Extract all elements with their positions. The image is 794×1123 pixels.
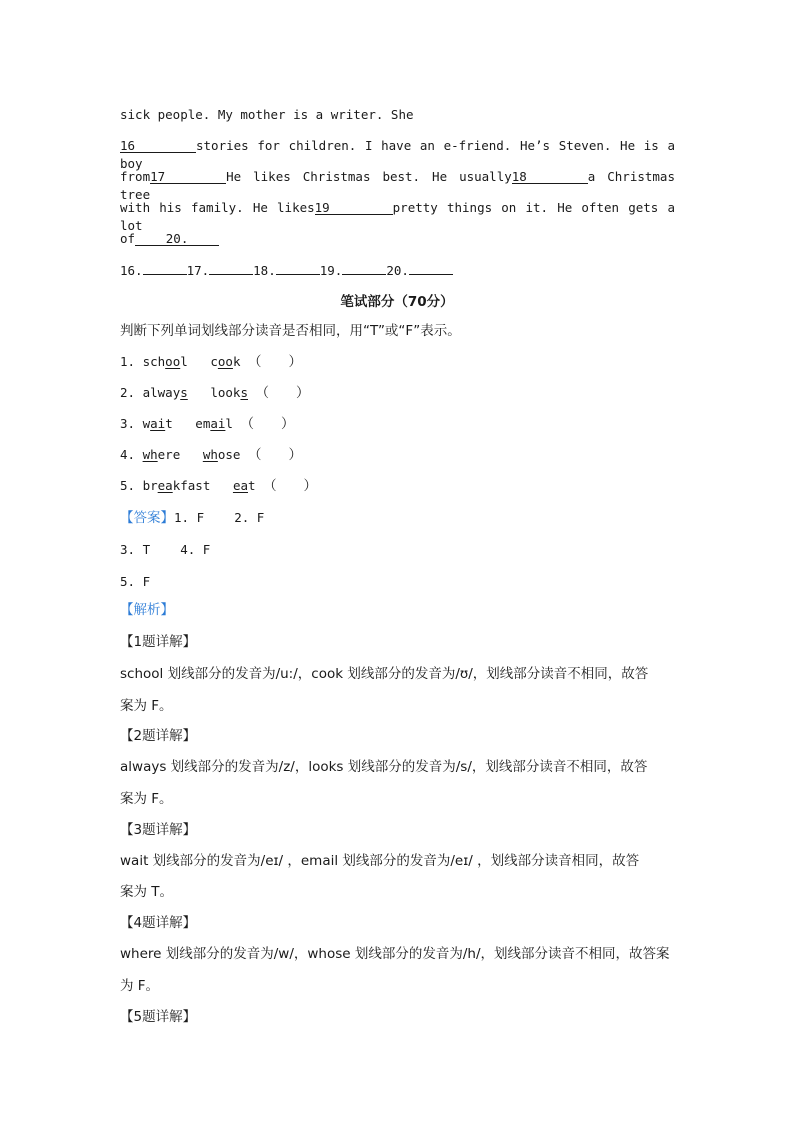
- cloze-text: of: [120, 231, 136, 246]
- blank-number: 19: [314, 200, 330, 215]
- answer-blank: [143, 261, 187, 275]
- word-always: always: [142, 385, 188, 400]
- detail-4-line-2: 为 F。: [120, 978, 160, 994]
- blank-18: [512, 170, 588, 184]
- item-1: 1. school cook （ ）: [120, 354, 302, 370]
- detail-2-line-2: 案为 F。: [120, 791, 173, 807]
- word-whose: whose: [202, 447, 241, 462]
- answer-label-19: 19.: [319, 263, 343, 278]
- analysis-tag: 【解析】: [120, 602, 174, 618]
- answer-row-2: 3. T 4. F: [120, 542, 211, 557]
- answer-tag: 【答案】: [120, 510, 174, 526]
- answer-paren: （ ）: [240, 416, 295, 432]
- detail-1-line-1: school 划线部分的发音为/u:/，cook 划线部分的发音为/ʊ/，划线部分读音不相同，故答: [120, 666, 649, 682]
- answer-blank: [209, 261, 253, 275]
- answer-paren: （ ）: [263, 478, 318, 494]
- instruction: 判断下列单词划线部分读音是否相同，用“T”或“F”表示。: [120, 323, 461, 339]
- detail-2-title: 【2题详解】: [120, 728, 197, 744]
- word-where: where: [142, 447, 181, 462]
- detail-4-line-1: where 划线部分的发音为/w/，whose 划线部分的发音为/h/，划线部分读音不相同，故答案: [120, 946, 670, 962]
- answer-blank: [409, 261, 453, 275]
- answer-paren: （ ）: [248, 354, 302, 370]
- item-2: 2. always looks （ ）: [120, 385, 310, 401]
- answer-blank: [276, 261, 320, 275]
- answer-row-3: 5. F: [120, 574, 151, 589]
- answer-blank: [342, 261, 386, 275]
- detail-1-title: 【1题详解】: [120, 634, 197, 650]
- blank-period: .: [180, 231, 189, 246]
- detail-1-line-2: 案为 F。: [120, 698, 173, 714]
- cloze-text: from: [120, 169, 151, 184]
- answer-row-1: [120, 509, 675, 527]
- detail-3-title: 【3题详解】: [120, 822, 197, 838]
- word-breakfast: breakfast: [142, 478, 211, 493]
- answer-blanks-line: [120, 261, 675, 280]
- blank-number: 17: [150, 169, 166, 184]
- word-school: school: [142, 354, 188, 369]
- blank-number: 18: [511, 169, 527, 184]
- answer-values: 1. F 2. F: [174, 510, 265, 525]
- blank-17: [150, 170, 226, 184]
- section-title: 笔试部分（70分）: [340, 294, 454, 310]
- word-cook: cook: [210, 354, 241, 369]
- blank-16: [120, 139, 196, 153]
- cloze-text: stories for children. I have an e-friend. He’s Steven. He is a boy: [120, 138, 675, 171]
- blank-19: [315, 201, 393, 215]
- blank-number: 16: [120, 138, 136, 153]
- word-email: email: [195, 416, 233, 431]
- cloze-text: a Christmas tree: [120, 169, 675, 202]
- detail-3-line-1: wait 划线部分的发音为/eɪ/ ，email 划线部分的发音为/eɪ/ ，划线部分读音相同，故答: [120, 853, 640, 869]
- answer-label-17: 17.: [186, 263, 210, 278]
- answer-label-20: 20.: [386, 263, 409, 278]
- cloze-line-5: [120, 230, 675, 248]
- item-3: 3. wait email （ ）: [120, 416, 295, 432]
- cloze-text: sick people. My mother is a writer. She: [120, 107, 414, 122]
- word-eat: eat: [232, 478, 256, 493]
- detail-2-line-1: always 划线部分的发音为/z/，looks 划线部分的发音为/s/，划线部分读音不相同，故答: [120, 759, 648, 775]
- cloze-text: He likes Christmas best. He usually: [226, 169, 512, 184]
- blank-20: [135, 232, 219, 246]
- answer-label-16: 16.: [120, 263, 143, 278]
- blank-number: 20: [165, 231, 181, 246]
- analysis-heading: [120, 601, 675, 619]
- cloze-line-1: [120, 106, 675, 124]
- word-looks: looks: [210, 385, 248, 400]
- detail-3-line-2: 案为 T。: [120, 884, 174, 900]
- item-4: 4. where whose （ ）: [120, 447, 302, 463]
- detail-5-title: 【5题详解】: [120, 1009, 197, 1025]
- answer-paren: （ ）: [255, 385, 310, 401]
- answer-label-18: 18.: [253, 263, 276, 278]
- word-wait: wait: [142, 416, 173, 431]
- cloze-text: with his family. He likes: [120, 200, 315, 215]
- cloze-text: pretty things on it. He often gets a lot: [120, 200, 675, 233]
- answer-paren: （ ）: [247, 447, 302, 463]
- detail-4-title: 【4题详解】: [120, 915, 197, 931]
- item-5: 5. breakfast eat （ ）: [120, 478, 318, 494]
